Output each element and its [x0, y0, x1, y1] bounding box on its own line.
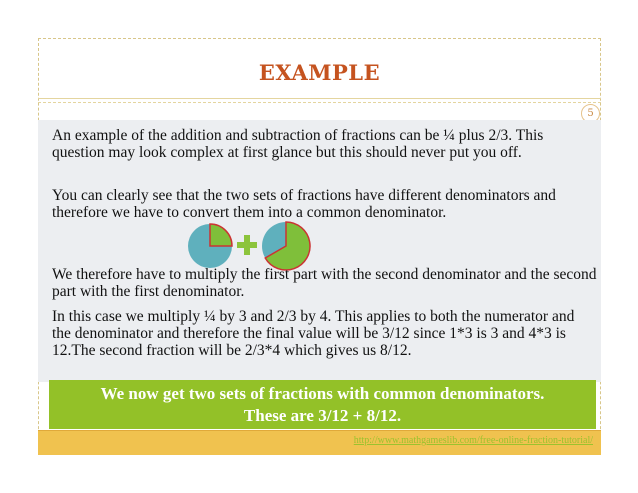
paragraph-worked-example: In this case we multiply ¼ by 3 and 2/3 by 4. This applies to both the numerator and the denominator and therefore the final value will be 3/12 since 1*3 is 3 and 4*3 is 12.The second fraction will be 2/3*4 which gives us 8/12.	[52, 308, 575, 359]
banner-line-1: We now get two sets of fractions with common denominators.	[100, 384, 545, 403]
banner-line-2: These are 3/12 + 8/12.	[243, 406, 402, 425]
plus-icon	[236, 234, 258, 256]
page-number-badge: 5	[581, 104, 600, 123]
pie-one-quarter	[186, 222, 234, 270]
slide-title: EXAMPLE	[258, 60, 381, 85]
pie-two-thirds	[260, 220, 312, 272]
paragraph-denominators: You can clearly see that the two sets of fractions have different denominators and therefore we have to convert them into a common denominator.	[52, 187, 556, 221]
pie-one-quarter-slice	[210, 224, 232, 246]
footer-bar	[38, 430, 601, 455]
summary-banner	[49, 380, 596, 429]
title-divider-dashed	[38, 102, 601, 103]
paragraph-intro: An example of the addition and subtraction of fractions can be ¼ plus 2/3. This question may look complex at first glance but this should never put you off.	[52, 127, 544, 161]
title-divider	[38, 98, 601, 99]
paragraph-multiply: We therefore have to multiply the first part with the second denominator and the second part with the first denominator.	[52, 266, 597, 300]
footer-link[interactable]: http://www.mathgameslib.com/free-online-fraction-tutorial/	[353, 435, 593, 446]
